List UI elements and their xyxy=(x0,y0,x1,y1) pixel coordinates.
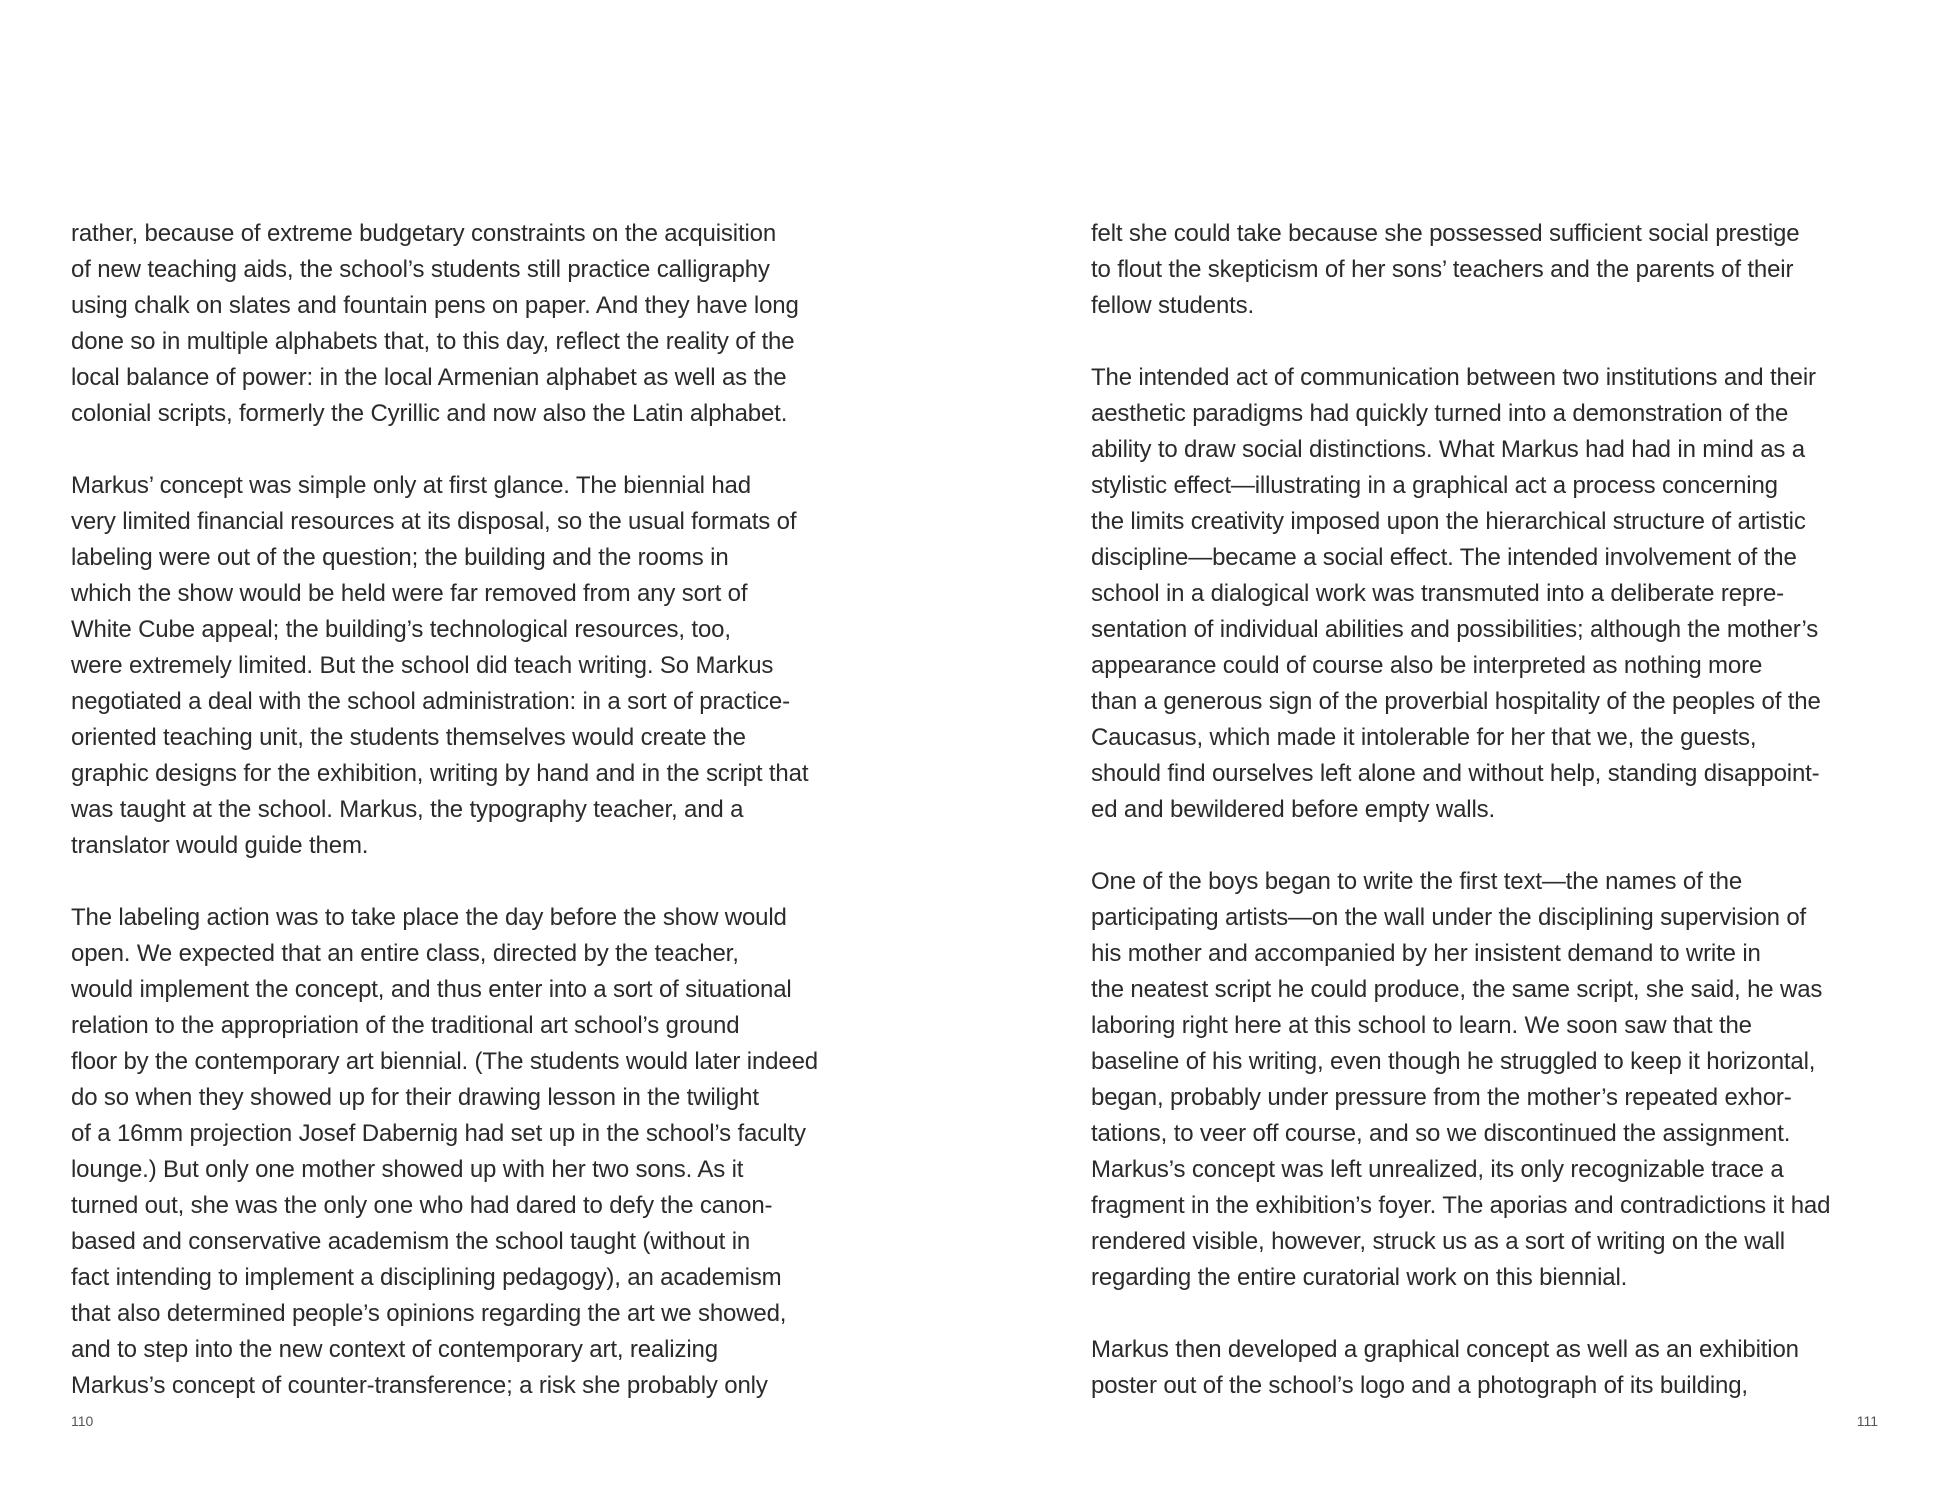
text-line: began, probably under pressure from the mother’s repeated exhor- xyxy=(1091,1084,1792,1111)
text-line: appearance could of course also be interpreted as nothing more xyxy=(1091,652,1763,679)
paragraph xyxy=(1091,360,1891,828)
text-line: based and conservative academism the school taught (without in xyxy=(71,1228,751,1255)
text-line: should find ourselves left alone and without help, standing disappoint- xyxy=(1091,760,1820,787)
text-line: ed and bewildered before empty walls. xyxy=(1091,796,1496,823)
text-line: fellow students. xyxy=(1091,292,1255,319)
text-line: participating artists—on the wall under the disciplining supervision of xyxy=(1091,904,1807,931)
paragraph xyxy=(71,468,871,864)
text-line: school in a dialogical work was transmuted into a deliberate repre- xyxy=(1091,580,1784,607)
text-line: of new teaching aids, the school’s students still practice calligraphy xyxy=(71,256,770,283)
text-line: sentation of individual abilities and possibilities; although the mother’s xyxy=(1091,616,1819,643)
text-line: local balance of power: in the local Armenian alphabet as well as the xyxy=(71,364,787,391)
text-line: done so in multiple alphabets that, to this day, reflect the reality of the xyxy=(71,328,795,355)
text-line: labeling were out of the question; the building and the rooms in xyxy=(71,544,729,571)
text-line: Markus’s concept was left unrealized, its only recognizable trace a xyxy=(1091,1156,1784,1183)
paragraph xyxy=(1091,864,1891,1296)
text-line: lounge.) But only one mother showed up with her two sons. As it xyxy=(71,1156,744,1183)
text-line: was taught at the school. Markus, the typography teacher, and a xyxy=(71,796,744,823)
text-line: were extremely limited. But the school did teach writing. So Markus xyxy=(71,652,774,679)
text-line: Markus then developed a graphical concept as well as an exhibition xyxy=(1091,1336,1799,1363)
text-line: translator would guide them. xyxy=(71,832,369,859)
text-line: ability to draw social distinctions. What Markus had had in mind as a xyxy=(1091,436,1805,463)
text-line: felt she could take because she possessed sufficient social prestige xyxy=(1091,220,1800,247)
text-line: One of the boys began to write the first text—the names of the xyxy=(1091,868,1743,895)
text-line: poster out of the school’s logo and a photograph of its building, xyxy=(1091,1372,1748,1399)
text-line: negotiated a deal with the school administration: in a sort of practice- xyxy=(71,688,790,715)
text-line: baseline of his writing, even though he struggled to keep it horizontal, xyxy=(1091,1048,1816,1075)
text-line: turned out, she was the only one who had dared to defy the canon- xyxy=(71,1192,773,1219)
text-line: relation to the appropriation of the traditional art school’s ground xyxy=(71,1012,740,1039)
text-line: and to step into the new context of contemporary art, realizing xyxy=(71,1336,718,1363)
paragraph xyxy=(71,900,871,1404)
text-line: discipline—became a social effect. The intended involvement of the xyxy=(1091,544,1797,571)
text-line: to flout the skepticism of her sons’ teachers and the parents of their xyxy=(1091,256,1794,283)
text-line: the neatest script he could produce, the same script, she said, he was xyxy=(1091,976,1823,1003)
text-line: rather, because of extreme budgetary constraints on the acquisition xyxy=(71,220,777,247)
text-line: open. We expected that an entire class, directed by the teacher, xyxy=(71,940,739,967)
text-line: regarding the entire curatorial work on this biennial. xyxy=(1091,1264,1628,1291)
text-line: aesthetic paradigms had quickly turned into a demonstration of the xyxy=(1091,400,1789,427)
text-line: that also determined people’s opinions regarding the art we showed, xyxy=(71,1300,787,1327)
text-line: rendered visible, however, struck us as a sort of writing on the wall xyxy=(1091,1228,1785,1255)
text-line: colonial scripts, formerly the Cyrillic and now also the Latin alphabet. xyxy=(71,400,788,427)
text-line: The intended act of communication between two institutions and their xyxy=(1091,364,1816,391)
text-line: White Cube appeal; the building’s technological resources, too, xyxy=(71,616,731,643)
text-line: which the show would be held were far removed from any sort of xyxy=(71,580,748,607)
text-line: than a generous sign of the proverbial hospitality of the peoples of the xyxy=(1091,688,1821,715)
left-text-column xyxy=(71,216,871,1440)
text-line: do so when they showed up for their drawing lesson in the twilight xyxy=(71,1084,759,1111)
page-number-left: 110 xyxy=(71,1413,94,1429)
paragraph xyxy=(1091,216,1891,324)
text-line: tations, to veer off course, and so we discontinued the assignment. xyxy=(1091,1120,1791,1147)
text-line: The labeling action was to take place the day before the show would xyxy=(71,904,787,931)
text-line: oriented teaching unit, the students themselves would create the xyxy=(71,724,746,751)
text-line: fact intending to implement a disciplining pedagogy), an academism xyxy=(71,1264,782,1291)
right-text-column xyxy=(1091,216,1891,1440)
text-line: fragment in the exhibition’s foyer. The aporias and contradictions it had xyxy=(1091,1192,1831,1219)
text-line: laboring right here at this school to learn. We soon saw that the xyxy=(1091,1012,1752,1039)
text-line: would implement the concept, and thus enter into a sort of situational xyxy=(71,976,792,1003)
page-number-right: 111 xyxy=(1856,1413,1878,1429)
text-line: very limited financial resources at its disposal, so the usual formats of xyxy=(71,508,797,535)
left-page xyxy=(0,0,970,1500)
text-line: using chalk on slates and fountain pens on paper. And they have long xyxy=(71,292,799,319)
text-line: the limits creativity imposed upon the hierarchical structure of artistic xyxy=(1091,508,1806,535)
text-line: his mother and accompanied by her insistent demand to write in xyxy=(1091,940,1761,967)
text-line: floor by the contemporary art biennial. (The students would later indeed xyxy=(71,1048,818,1075)
paragraph xyxy=(1091,1332,1891,1404)
paragraph xyxy=(71,216,871,432)
text-line: Markus’ concept was simple only at first glance. The biennial had xyxy=(71,472,751,499)
right-page xyxy=(970,0,1941,1500)
text-line: Markus’s concept of counter-transference; a risk she probably only xyxy=(71,1372,768,1399)
text-line: stylistic effect—illustrating in a graphical act a process concerning xyxy=(1091,472,1778,499)
text-line: graphic designs for the exhibition, writing by hand and in the script that xyxy=(71,760,809,787)
text-line: of a 16mm projection Josef Dabernig had set up in the school’s faculty xyxy=(71,1120,806,1147)
text-line: Caucasus, which made it intolerable for her that we, the guests, xyxy=(1091,724,1757,751)
